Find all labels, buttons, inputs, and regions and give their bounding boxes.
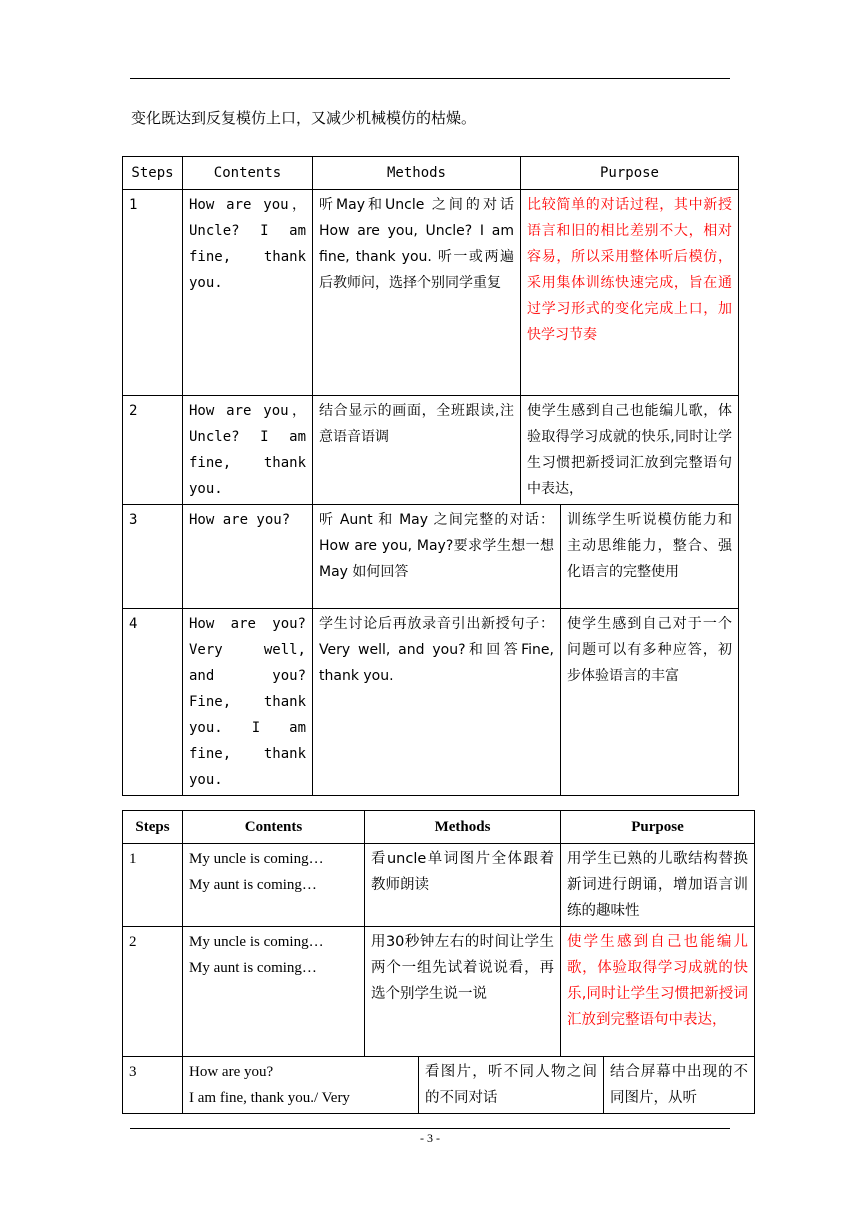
table-row: [123, 1057, 755, 1114]
header-purpose: Purpose: [521, 157, 739, 190]
methods-cell: 用30秒钟左右的时间让学生两个一组先试着说说看，再选个别学生说一说: [365, 927, 561, 1057]
header-steps: Steps: [123, 157, 183, 190]
lesson-steps-table-1: [122, 156, 739, 796]
footer-rule: [130, 1128, 730, 1129]
purpose-cell: 比较简单的对话过程，其中新授语言和旧的相比差别不大，相对容易，所以采用整体听后模仿，采用集体训练快速完成，旨在通过学习形式的变化完成上口，加快学习节奏: [521, 190, 739, 396]
methods-cell: 看uncle单词图片全体跟着教师朗读: [365, 844, 561, 927]
purpose-cell: 用学生已熟的儿歌结构替换新词进行朗诵，增加语言训练的趣味性: [561, 844, 755, 927]
methods-cell: 结合显示的画面，全班跟读,注意语音语调: [313, 396, 521, 505]
table-row: [123, 844, 755, 927]
purpose-cell: 结合屏幕中出现的不同图片，从听: [604, 1057, 755, 1114]
contents-cell: How are you?: [183, 505, 313, 609]
step-cell: 3: [123, 505, 183, 609]
step-cell: 1: [123, 844, 183, 927]
contents-line: I am fine, thank you./ Very: [189, 1090, 350, 1106]
contents-line: My aunt is coming…: [189, 877, 317, 893]
purpose-cell: 使学生感到自己也能编儿歌，体验取得学习成就的快乐,同时让学生习惯把新授词汇放到完整语句中表达，: [561, 927, 755, 1057]
contents-cell: [183, 844, 365, 927]
methods-cell: 学生讨论后再放录音引出新授句子：Very well, and you?和回答Fine, thank you.: [313, 609, 561, 796]
contents-cell: How are you， Uncle? I am fine, thank you.: [183, 190, 313, 396]
table-row: [123, 190, 739, 396]
methods-cell: 听 Aunt 和 May 之间完整的对话：How are you, May?要求学生想一想May 如何回答: [313, 505, 561, 609]
step-cell: 1: [123, 190, 183, 396]
table-row: [123, 396, 739, 505]
contents-cell: [183, 927, 365, 1057]
contents-line: My uncle is coming…: [189, 851, 324, 867]
methods-cell: 看图片，听不同人物之间的不同对话: [419, 1057, 604, 1114]
purpose-cell: 使学生感到自己也能编儿歌，体验取得学习成就的快乐,同时让学生习惯把新授词汇放到完整语句中表达，: [521, 396, 739, 505]
contents-cell: [183, 1057, 419, 1114]
table-row: [123, 505, 739, 609]
header-methods: Methods: [313, 157, 521, 190]
header-methods: Methods: [365, 811, 561, 844]
step-cell: 2: [123, 927, 183, 1057]
header-steps: Steps: [123, 811, 183, 844]
header-purpose: Purpose: [561, 811, 755, 844]
step-cell: 4: [123, 609, 183, 796]
contents-line: My uncle is coming…: [189, 934, 324, 950]
page-number: - 3 -: [420, 1131, 440, 1145]
header-contents: Contents: [183, 811, 365, 844]
contents-cell: How are you， Uncle? I am fine, thank you.: [183, 396, 313, 505]
step-cell: 2: [123, 396, 183, 505]
table-header-row: [123, 157, 739, 190]
step-cell: 3: [123, 1057, 183, 1114]
methods-cell: 听May和Uncle 之间的对话How are you, Uncle? I am fine, thank you. 听一或两遍后教师问，选择个别同学重复: [313, 190, 521, 396]
table-row: [123, 927, 755, 1057]
purpose-cell: 使学生感到自己对于一个问题可以有多种应答，初步体验语言的丰富: [561, 609, 739, 796]
contents-cell: How are you? Very well, and you? Fine, thank you. I am fine, thank you.: [183, 609, 313, 796]
lesson-steps-table-2: [122, 810, 755, 1114]
contents-line: My aunt is coming…: [189, 960, 317, 976]
table-row: [123, 609, 739, 796]
header-rule: [130, 78, 730, 79]
purpose-cell: 训练学生听说模仿能力和主动思维能力，整合、强化语言的完整使用: [561, 505, 739, 609]
contents-line: How are you?: [189, 1064, 274, 1080]
table-header-row: [123, 811, 755, 844]
header-contents: Contents: [183, 157, 313, 190]
intro-paragraph: 变化既达到反复模仿上口，又减少机械模仿的枯燥。: [131, 109, 477, 127]
